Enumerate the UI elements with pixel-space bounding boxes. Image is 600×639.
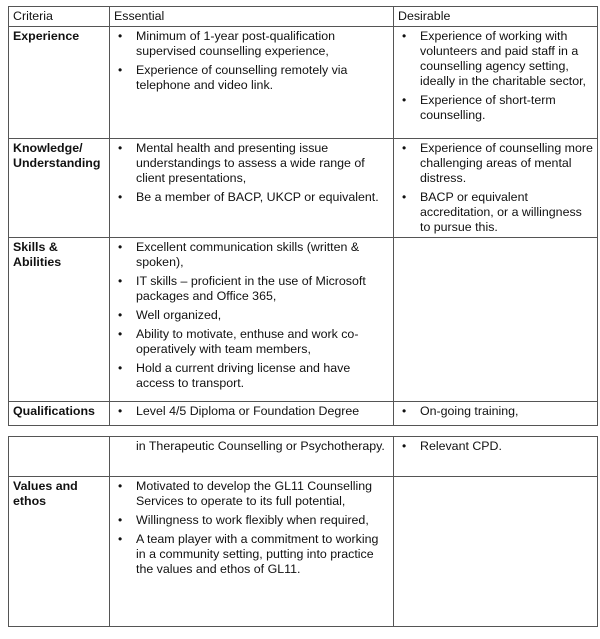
bullet-icon: • [402,141,407,155]
criteria-label-empty [9,437,110,477]
list-item [398,190,594,235]
list-item [114,532,390,577]
bullet-icon: • [118,63,123,77]
bullet-list [398,439,594,454]
bullet-icon: • [118,327,123,341]
list-item-text: Relevant CPD. [420,439,502,453]
list-item [398,29,594,89]
bullet-icon: • [402,190,407,204]
criteria-label: Experience [9,27,110,139]
list-item [114,63,390,93]
header-criteria: Criteria [9,7,110,27]
list-item-text: Experience of counselling remotely via telephone and video link. [136,63,348,92]
essential-cell [110,27,394,139]
bullet-icon: • [402,93,407,107]
list-item [114,361,390,391]
desirable-cell [394,27,598,139]
table-row [9,238,598,402]
list-item-text: Excellent communication skills (written & spoken), [136,240,360,269]
continued-text: in Therapeutic Counselling or Psychotherapy. [136,439,385,453]
bullet-icon: • [118,274,123,288]
list-item-text: Well organized, [136,308,222,322]
list-item-text: Hold a current driving license and have access to transport. [136,361,351,390]
desirable-cell [394,139,598,238]
list-item [114,327,390,357]
bullet-list [114,479,390,577]
criteria-label: Values and ethos [9,477,110,627]
list-item-text: A team player with a commitment to working in a community setting, putting into practice the values and ethos of GL11. [136,532,379,576]
list-item-text: Experience of short-term counselling. [420,93,556,122]
header-desirable: Desirable [394,7,598,27]
bullet-list [114,240,390,391]
list-item-text: Experience of working with volunteers and paid staff in a counselling agency setting, ideally in the charitable sector, [420,29,586,88]
desirable-cell [394,437,598,477]
list-item [114,141,390,186]
list-item [114,404,390,419]
bullet-icon: • [402,29,407,43]
list-item [114,29,390,59]
bullet-icon: • [118,240,123,254]
table-row [9,27,598,139]
bullet-icon: • [118,479,123,493]
list-item-text: IT skills – proficient in the use of Microsoft packages and Office 365, [136,274,366,303]
desirable-cell [394,477,598,627]
essential-cell [110,139,394,238]
bullet-list [398,404,594,419]
table-row [9,477,598,627]
list-item [398,93,594,123]
header-row [9,7,598,27]
list-item-text: Willingness to work flexibly when required, [136,513,369,527]
list-item [114,190,390,205]
table-row [9,402,598,426]
bullet-icon: • [118,190,123,204]
list-item [398,404,594,419]
bullet-icon: • [402,439,407,453]
criteria-label: Knowledge/ Understanding [9,139,110,238]
essential-cell [110,477,394,627]
desirable-cell [394,402,598,426]
list-item-text: Mental health and presenting issue understandings to assess a wide range of client presentations, [136,141,365,185]
bullet-icon: • [118,308,123,322]
list-item [114,479,390,509]
desirable-cell [394,238,598,402]
essential-cell [110,437,394,477]
criteria-label: Qualifications [9,402,110,426]
header-essential: Essential [110,7,394,27]
bullet-icon: • [118,404,123,418]
list-item-text: Be a member of BACP, UKCP or equivalent. [136,190,379,204]
essential-cell [110,402,394,426]
list-item [114,274,390,304]
person-spec-table-continued [8,436,598,627]
list-item-text: On-going training, [420,404,519,418]
bullet-list [114,29,390,93]
bullet-list [398,29,594,123]
list-item-text: BACP or equivalent accreditation, or a willingness to pursue this. [420,190,582,234]
list-item [398,141,594,186]
bullet-list [114,404,390,419]
bullet-icon: • [402,404,407,418]
bullet-list [114,141,390,205]
list-item-text: Experience of counselling more challenging areas of mental distress. [420,141,593,185]
list-item-text: Level 4/5 Diploma or Foundation Degree [136,404,360,418]
list-item-text: Motivated to develop the GL11 Counselling Services to operate to its full potential, [136,479,373,508]
list-item [114,240,390,270]
table-row [9,437,598,477]
list-item-text: Ability to motivate, enthuse and work co-operatively with team members, [136,327,359,356]
bullet-list [398,141,594,235]
bullet-icon: • [118,141,123,155]
bullet-icon: • [118,29,123,43]
table-row [9,139,598,238]
essential-cell [110,238,394,402]
bullet-icon: • [118,513,123,527]
list-item [114,513,390,528]
bullet-icon: • [118,532,123,546]
bullet-icon: • [118,361,123,375]
list-item [398,439,594,454]
criteria-label: Skills & Abilities [9,238,110,402]
person-spec-table [8,6,598,426]
list-item-text: Minimum of 1-year post-qualification supervised counselling experience, [136,29,336,58]
list-item [114,308,390,323]
